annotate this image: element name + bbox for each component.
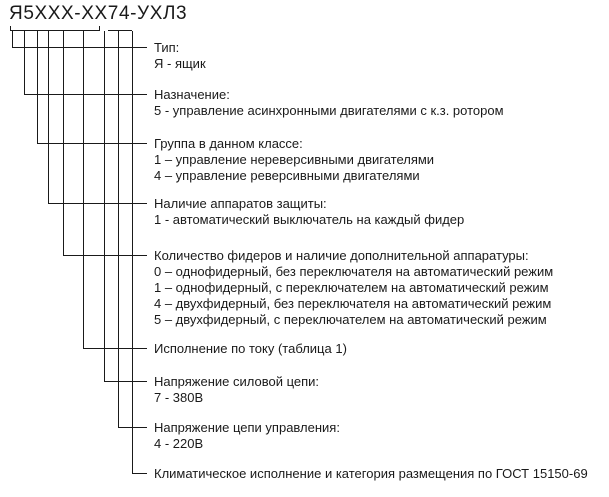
legend-item: 5 – двухфидерный, с переключателем на автоматический режим [154, 312, 547, 327]
legend-item: 1 – однофидерный, с переключателем на автоматический режим [154, 280, 549, 295]
legend-item: 4 – управление реверсивными двигателями [154, 168, 420, 183]
legend-title: Климатическое исполнение и категория размещения по ГОСТ 15150-69 [154, 466, 588, 481]
legend-item: 0 – однофидерный, без переключателя на автоматический режим [154, 264, 554, 279]
legend-item: 1 – управление нереверсивными двигателями [154, 152, 435, 167]
designation-code: Я5ХХХ-ХХ74-УХЛ3 [9, 3, 188, 24]
legend-block-5 [154, 248, 553, 328]
legend-item: 4 – двухфидерный, без переключателя на автоматический режим [154, 296, 552, 311]
legend-block-9 [154, 466, 588, 482]
legend-block-2 [154, 87, 504, 119]
legend-item: Я - ящик [154, 56, 206, 71]
legend-block-7 [154, 374, 319, 406]
legend-title: Назначение: [154, 87, 230, 102]
legend-block-1 [154, 40, 206, 72]
legend-item: 4 - 220В [154, 436, 204, 451]
legend-block-6 [154, 341, 347, 357]
legend-title: Группа в данном классе: [154, 136, 303, 151]
legend-title: Наличие аппаратов защиты: [154, 196, 327, 211]
legend-block-3 [154, 136, 434, 184]
legend-item: 5 - управление асинхронными двигателями с к.з. ротором [154, 103, 504, 118]
legend-title: Напряжение цепи управления: [154, 420, 340, 435]
legend-item: 7 - 380В [154, 390, 204, 405]
legend-block-4 [154, 196, 464, 228]
legend-title: Напряжение силовой цепи: [154, 374, 320, 389]
legend-block-8 [154, 420, 340, 452]
legend-item: 1 - автоматический выключатель на каждый фидер [154, 212, 465, 227]
legend-title: Тип: [154, 40, 180, 55]
legend-title: Исполнение по току (таблица 1) [154, 341, 347, 356]
legend-title: Количество фидеров и наличие дополнительной аппаратуры: [154, 248, 529, 263]
